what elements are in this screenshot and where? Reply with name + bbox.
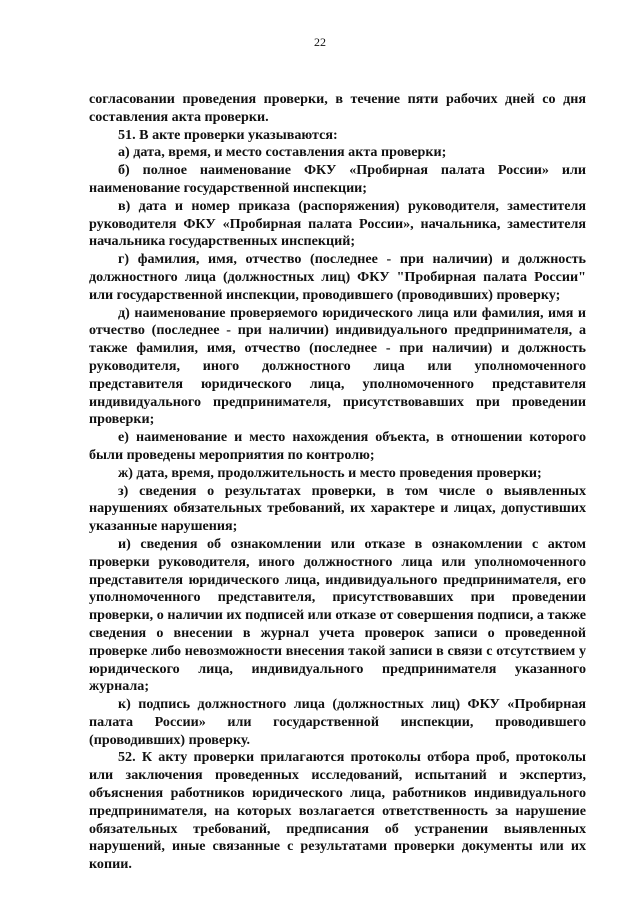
- paragraph-item-b: б) полное наименование ФКУ «Пробирная палата России» или наименование государственной инспекции;: [89, 162, 586, 196]
- paragraph-item-e: е) наименование и место нахождения объекта, в отношении которого были проведены мероприятия по контролю;: [89, 429, 586, 463]
- paragraph-item-v: в) дата и номер приказа (распоряжения) руководителя, заместителя руководителя ФКУ «Пробирная палата России», начальника, заместителя начальника государственных инспекций;: [89, 197, 586, 250]
- paragraph-item-i: и) сведения об ознакомлении или отказе в ознакомлении с актом проверки руководителя, иного должностного лица или уполномоченного представителя юридического лица, индивидуального предпринимателя, его уполномоченного представителя, присутствовавших при проведении проверки, о наличии их подписей или отказе от совершения подписи, а также сведения о внесении в журнал учета проверок записи о проведенной проверке либо невозможности внесения такой записи в связи с отсутствием у юридического лица, индивидуального предпринимателя указанного журнала;: [89, 535, 586, 695]
- paragraph-clause-51: 51. В акте проверки указываются:: [118, 126, 338, 143]
- paragraph-item-k: к) подпись должностного лица (должностных лиц) ФКУ «Пробирная палата России» или государственной инспекции, проводившего (проводивших) проверку.: [89, 696, 586, 748]
- paragraph-clause-52: 52. К акту проверки прилагаются протоколы отбора проб, протоколы или заключения проведенных исследований, испытаний и экспертиз, объяснения работников юридического лица, работников индивидуального предпринимателя, на которых возлагается ответственность за нарушение обязательных требований, предписания об устранении выявленных нарушений, иные связанные с результатами проверки документы или их копии.: [89, 749, 586, 873]
- document-body: [89, 91, 586, 874]
- paragraph-item-z: з) сведения о результатах проверки, в том числе о выявленных нарушениях обязательных требований, их характере и лицах, допустивших указанные нарушения;: [89, 482, 586, 535]
- paragraph-item-d: д) наименование проверяемого юридического лица или фамилия, имя и отчество (последнее - при наличии) индивидуального предпринимателя, а также фамилия, имя, отчество (последнее - при наличии) и должность руководителя, иного должностного лица или уполномоченного представителя юридического лица, уполномоченного представителя индивидуального предпринимателя, присутствовавших при проведении проверки;: [89, 304, 586, 428]
- page-number: 22: [314, 35, 326, 49]
- paragraph-item-g: г) фамилия, имя, отчество (последнее - при наличии) и должность должностного лица (должностных лиц) ФКУ "Пробирная палата России" или государственной инспекции, проводившего (проводивших) проверку;: [89, 251, 586, 303]
- paragraph-item-a: а) дата, время, и место составления акта проверки;: [118, 144, 447, 161]
- paragraph-item-zh: ж) дата, время, продолжительность и место проведения проверки;: [118, 464, 542, 481]
- paragraph-continuation: согласовании проведения проверки, в течение пяти рабочих дней со дня составления акта проверки.: [89, 91, 586, 125]
